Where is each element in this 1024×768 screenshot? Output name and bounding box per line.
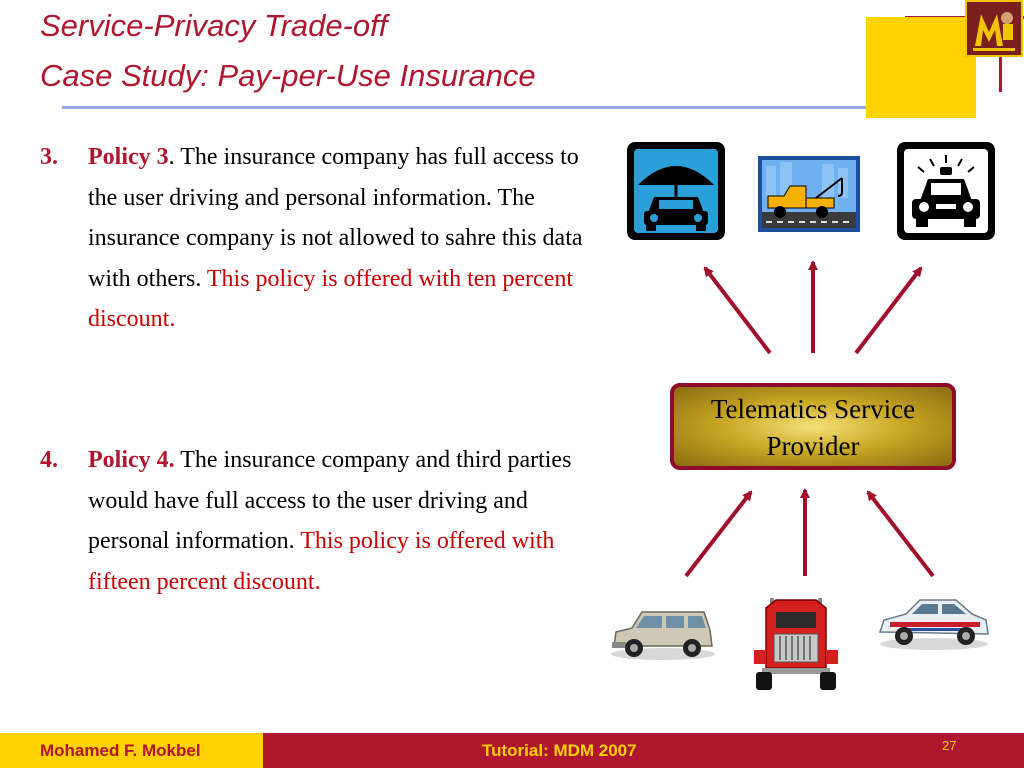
policy-4-name: Policy 4. xyxy=(88,447,175,473)
slide-number: 27 xyxy=(942,738,957,753)
telematics-provider-box xyxy=(670,383,956,470)
policy-3-number: 3. xyxy=(40,144,58,170)
policy-3-description: The insurance company has full access to the user driving and personal information. The insurance company is not allowed to sahre this data with others. xyxy=(88,144,583,292)
footer-event: Tutorial: MDM 2007 xyxy=(482,741,637,760)
arrow-from-suv xyxy=(686,492,751,576)
policy-3-name-punct: . xyxy=(168,144,175,170)
policy-4-number: 4. xyxy=(40,447,58,473)
arrow-to-insurance xyxy=(705,268,770,353)
slide-title-line2: Case Study: Pay-per-Use Insurance xyxy=(40,58,536,93)
arrow-to-emergency xyxy=(856,268,921,353)
policy-4-description: The insurance company and third parties would have full access to the user driving and personal information. xyxy=(88,447,572,554)
car-insurance-umbrella-icon xyxy=(626,141,726,241)
slide-title-line1: Service-Privacy Trade-off xyxy=(40,8,388,43)
semi-truck-icon xyxy=(746,588,846,692)
policy-3-name: Policy 3 xyxy=(88,144,169,170)
footer-author: Mohamed F. Mokbel xyxy=(0,733,263,768)
policy-4-offer: This policy is offered with fifteen percent discount. xyxy=(88,528,555,595)
sedan-icon xyxy=(876,592,992,652)
policy-3-offer: This policy is offered with ten percent discount. xyxy=(88,265,574,332)
provider-label-line1: Telematics Service xyxy=(710,394,916,424)
emergency-car-icon xyxy=(896,141,996,241)
suv-icon xyxy=(608,604,718,662)
arrow-from-sedan xyxy=(868,492,933,576)
tow-truck-icon xyxy=(758,156,860,232)
provider-label-line2: Provider xyxy=(766,431,860,461)
